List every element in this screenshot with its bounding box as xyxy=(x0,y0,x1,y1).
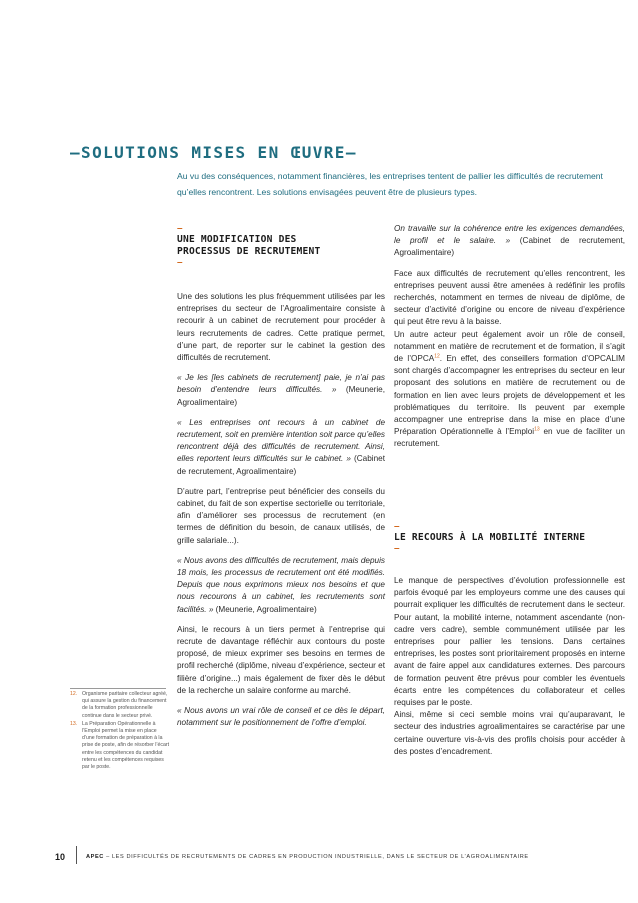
right-column xyxy=(394,223,625,459)
running-footer xyxy=(86,854,529,860)
heading-dash-top: – xyxy=(394,521,400,532)
footnote-number: 13. xyxy=(70,720,78,727)
quote-source: (Cabinet de recrutement, Agroalimentaire) xyxy=(394,236,625,258)
subsection-heading-modification xyxy=(177,224,385,268)
quote-source: (Meunerie, Agroalimentaire) xyxy=(177,385,385,407)
footnote-ref: 12 xyxy=(434,353,440,360)
quote-text: « Nous avons des difficultés de recrutement, mais depuis 18 mois, les processus de recrutement ont été modifiés. Depuis que nous exprimons mieux nos besoins et que nous recourons à un cabinet, les recrutements sont facilités. » xyxy=(177,555,385,614)
paragraph: Ainsi, le recours à un tiers permet à l’entreprise qui recrute de davantage réfléchir aux contours du poste proposé, de mieux exprimer ses besoins en termes de profil recherché (diplôme, niveau d’expérience, secteur et filière d’origine...) mais également de fixer dès le début de la recherche un salaire conforme au marché. xyxy=(177,624,385,695)
quote-text: « Les entreprises ont recours à un cabinet de recrutement, soit en première intention soit parce qu’elles rencontrent déjà des difficultés de recrutement. Ainsi, elles reportent leurs difficultés sur le cabinet. » xyxy=(177,417,385,464)
quote xyxy=(177,705,385,729)
quote xyxy=(177,555,385,616)
footnote-text: La Préparation Opérationnelle à l’Emploi permet la mise en place d’une formation de préparation à la prise de poste, afin de résorber l’écart entre les compétences du candidat retenu et les compétences requises par le poste. xyxy=(82,720,170,771)
heading-line-1: UNE MODIFICATION DES xyxy=(177,234,297,245)
quote-text: « Nous avons un vrai rôle de conseil et ce dès le départ, notamment sur le positionnement de l’offre d’emploi. xyxy=(177,706,385,728)
heading-title: LE RECOURS À LA MOBILITÉ INTERNE xyxy=(394,532,586,543)
footnote xyxy=(70,691,170,720)
text: Un autre acteur peut également avoir un rôle de conseil, notamment en matière de recrutement et de formation, il s’agit de l’OPCA xyxy=(394,329,625,364)
paragraph: D’autre part, l’entreprise peut bénéficier des conseils du cabinet, du fait de son expertise sectorielle ou territoriale, afin d’améliorer ses processus de recrutement (en termes de définition du besoin, de canaux utilisés, de grille salariale...). xyxy=(177,486,385,545)
footnotes xyxy=(70,691,170,772)
quote-source: (Cabinet de recrutement, Agroalimentaire) xyxy=(177,454,385,476)
heading-line-2: PROCESSUS DE RECRUTEMENT xyxy=(177,246,321,257)
page-number: 10 xyxy=(55,852,66,862)
quote-text: On travaille sur la cohérence entre les exigences demandées, le profil et le salaire. » xyxy=(394,224,625,246)
paragraph: Ainsi, même si ceci semble moins vrai qu’auparavant, le secteur des industries agroalimentaires se caractérise par une certaine ouverture vis-à-vis des profils choisis pour accéder à des postes d’encadrement. xyxy=(394,710,625,756)
section-intro: Au vu des conséquences, notamment financières, les entreprises tentent de pallier les difficultés de recrutement qu’elles rencontrent. Les solutions envisagées peuvent être de plusieurs types. xyxy=(177,171,603,197)
left-column xyxy=(177,291,385,730)
heading-dash-bottom: – xyxy=(177,257,183,268)
paragraph xyxy=(394,329,625,451)
heading-dash-top: – xyxy=(177,223,183,234)
quote-text: « Je les [les cabinets de recrutement] paie, je n’ai pas besoin d’entendre leurs difficultés. » xyxy=(177,373,385,395)
footnote-ref: 13 xyxy=(534,426,540,433)
footer-title: – LES DIFFICULTÉS DE RECRUTEMENTS DE CADRES EN PRODUCTION INDUSTRIELLE, DANS LE SECTEUR DE L’AGROALIMENTAIRE xyxy=(103,854,529,860)
quote xyxy=(394,223,625,260)
footnote-divider xyxy=(70,688,166,689)
paragraph: Le manque de perspectives d’évolution professionnelle est parfois évoqué par les employeurs comme une des causes qui pourrait expliquer les difficultés de recrutement dans le secteur. Pour autant, la mobilité interne, notamment ascendante (non-cadre vers cadre), semble communément utilisée par les entreprises pour pallier les tensions. Dans certaines entreprises, les postes sont prioritairement proposés en interne avant de faire appel aux candidatures externes. Des parcours de formation peuvent être prévus pour combler les éventuels écarts entre les compétences du collaborateur et celles requises par le poste. xyxy=(394,576,625,708)
paragraph: Face aux difficultés de recrutement qu’elles rencontrent, les entreprises peuvent aussi être amenées à redéfinir les profils recherchés, notamment en termes de niveau de diplôme, de secteur d’activité d’origine ou encore de niveau d’expérience qui peut être revu à la baisse. xyxy=(394,268,625,327)
footer-divider xyxy=(76,846,77,864)
text: en vue de faciliter un recrutement. xyxy=(394,427,625,449)
paragraph: Une des solutions les plus fréquemment utilisées par les entreprises du secteur de l’Agroalimentaire consiste à recourir à un cabinet de recrutement pour procéder à leurs recrutements de cadres. Cette pratique permet, d’une part, de reporter sur le cabinet la gestion des difficultés de recrutement. xyxy=(177,292,385,363)
subsection-heading-mobilite xyxy=(394,522,625,554)
heading-dash-bottom: – xyxy=(394,543,400,554)
right-column-mobilite xyxy=(394,575,625,758)
footnote xyxy=(70,721,170,771)
text: . En effet, des conseillers formation d’OPCALIM sont chargés d’accompagner les entreprises du secteur en leur proposant des solutions en matière de recrutement ou de formation en lien avec leurs projets de développement et les problématiques du territoire. Ils peuvent par exemple accompagner une entreprise dans la mise en place d’une Préparation Opérationnelle à l’Emploi xyxy=(394,354,625,437)
quote xyxy=(177,372,385,409)
footnote-text: Organisme paritaire collecteur agréé, qui assure la gestion du financement de la formation professionnelle continue dans le secteur privé. xyxy=(82,691,168,719)
footer-brand: APEC xyxy=(86,854,104,860)
footnote-number: 12. xyxy=(70,691,78,697)
section-title: –SOLUTIONS MISES EN ŒUVRE– xyxy=(70,143,357,162)
quote xyxy=(177,417,385,478)
quote-source: (Meunerie, Agroalimentaire) xyxy=(213,604,317,614)
